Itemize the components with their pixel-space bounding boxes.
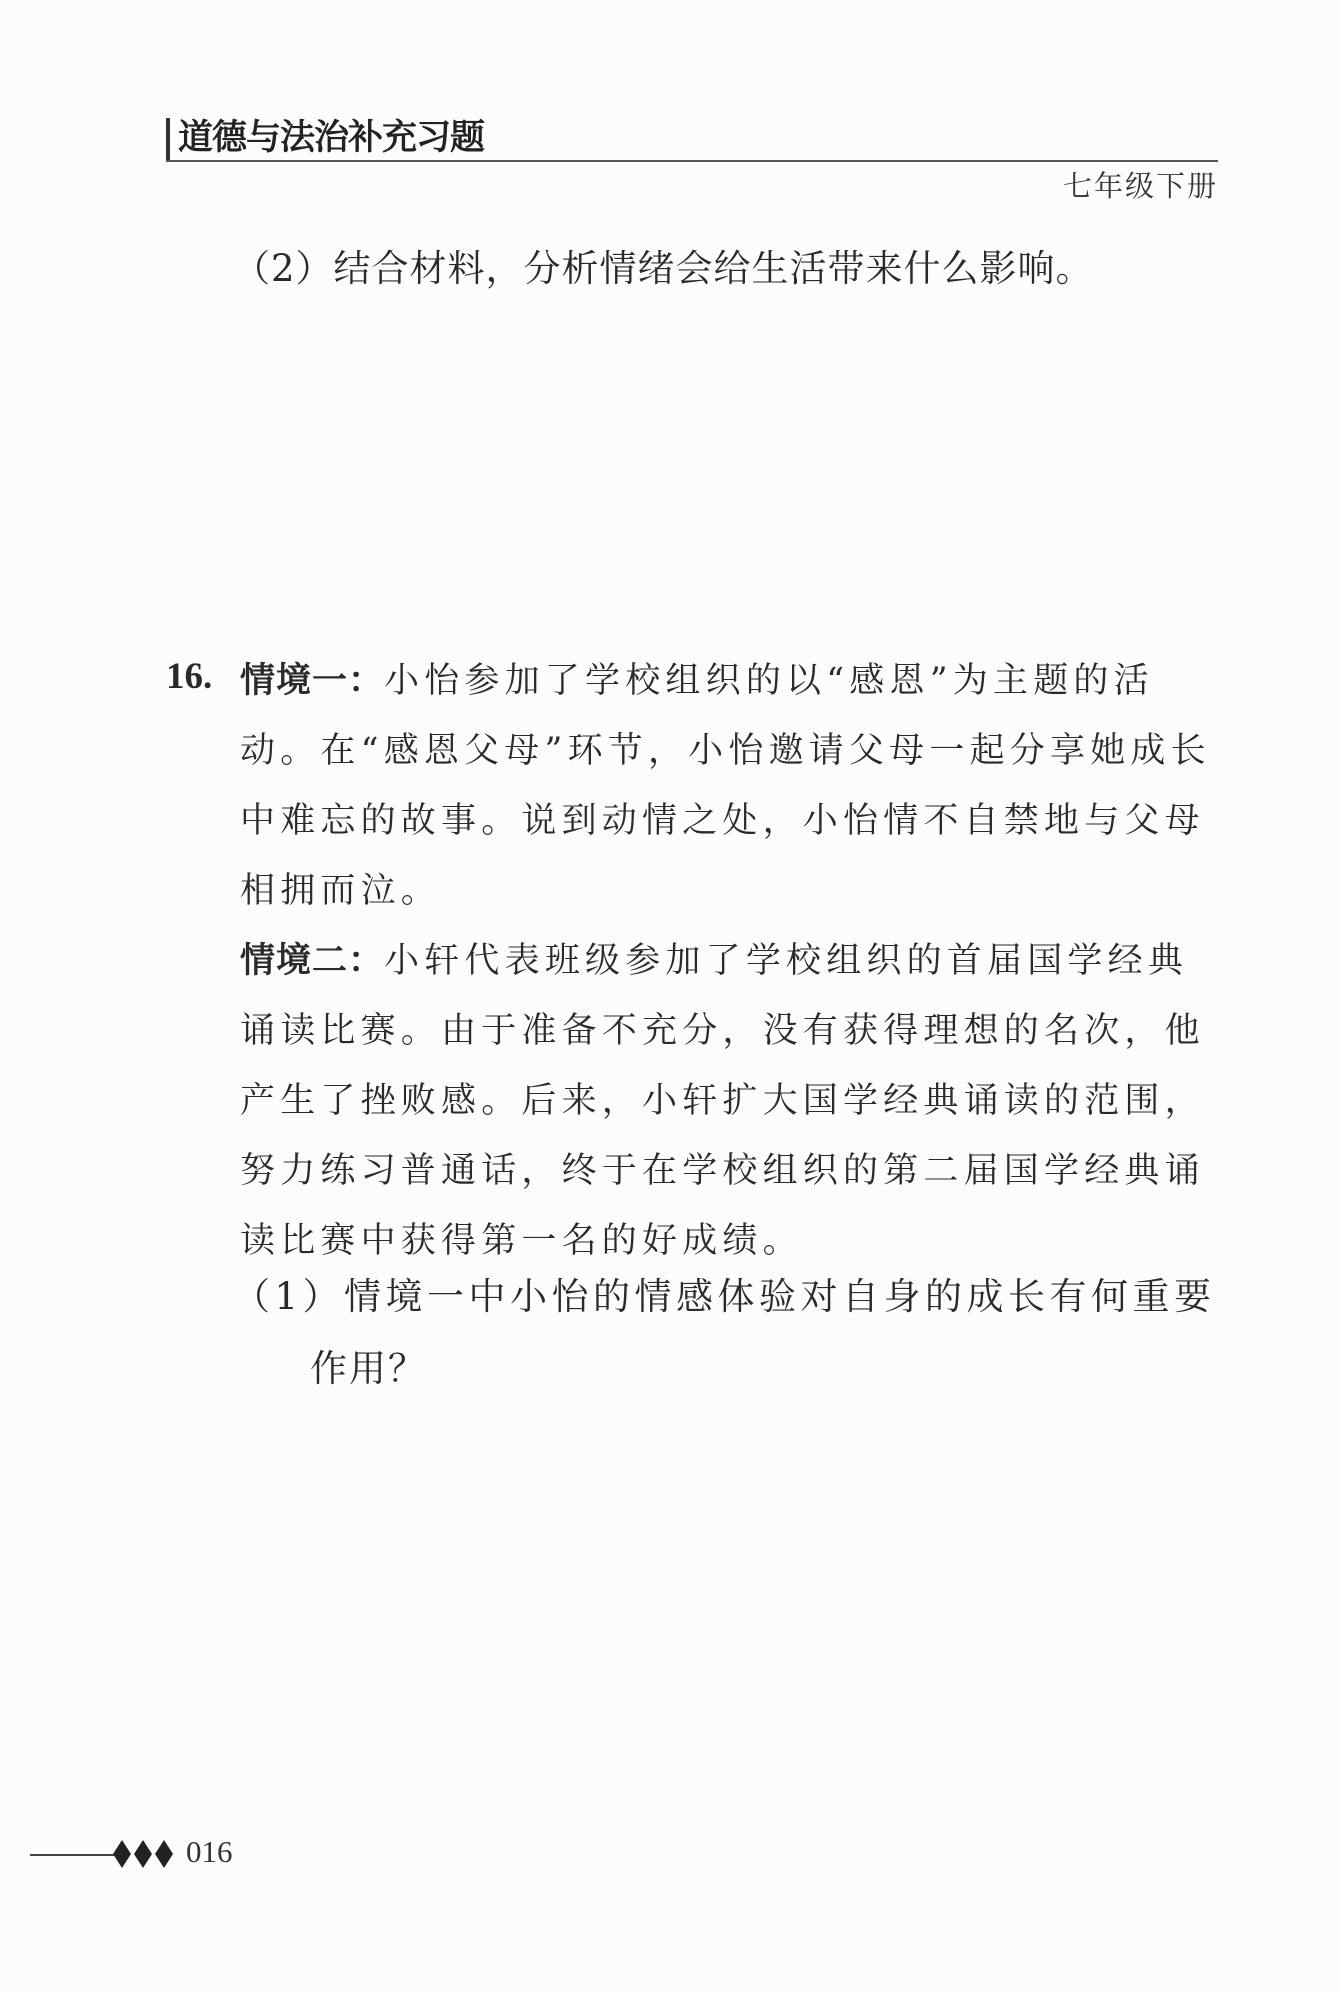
question-16-sub-1-line-2: 作用？ [310,1347,427,1390]
header-divider [166,160,1218,162]
question-15-sub-2: （2）结合材料，分析情绪会给生活带来什么影响。 [233,247,1094,290]
book-title: 道德与法治补充习题 [178,117,485,158]
question-16-sub-1-line-1: （1）情境一中小怡的情感体验对自身的成长有何重要 [233,1275,1216,1318]
scene-2-text: 小轩代表班级参加了学校组织的首届国学经典诵读比赛。由于准备不充分，没有获得理想的名次，他产生了挫败感。后来，小轩扩大国学经典诵读的范围，努力练习普通话，终于在学校组织的第二届国学经典诵读比赛中获得第一名的好成绩。 [240,941,1205,1261]
question-16-number: 16. [166,656,213,697]
page-number: 016 [186,1834,233,1869]
scene-1-text: 小怡参加了学校组织的以“感恩”为主题的活动。在“感恩父母”环节，小怡邀请父母一起分享她成长中难忘的故事。说到动情之处，小怡情不自禁地与父母相拥而泣。 [240,661,1211,911]
question-16-scene-1 [240,646,1220,926]
scene-2-label: 情境二： [240,941,385,981]
scene-1-label: 情境一： [240,661,385,701]
diamond-icons [112,1836,174,1872]
header-accent-bar [166,118,170,160]
grade-volume-label: 七年级下册 [1062,169,1218,203]
question-16-scene-2 [240,926,1220,1276]
